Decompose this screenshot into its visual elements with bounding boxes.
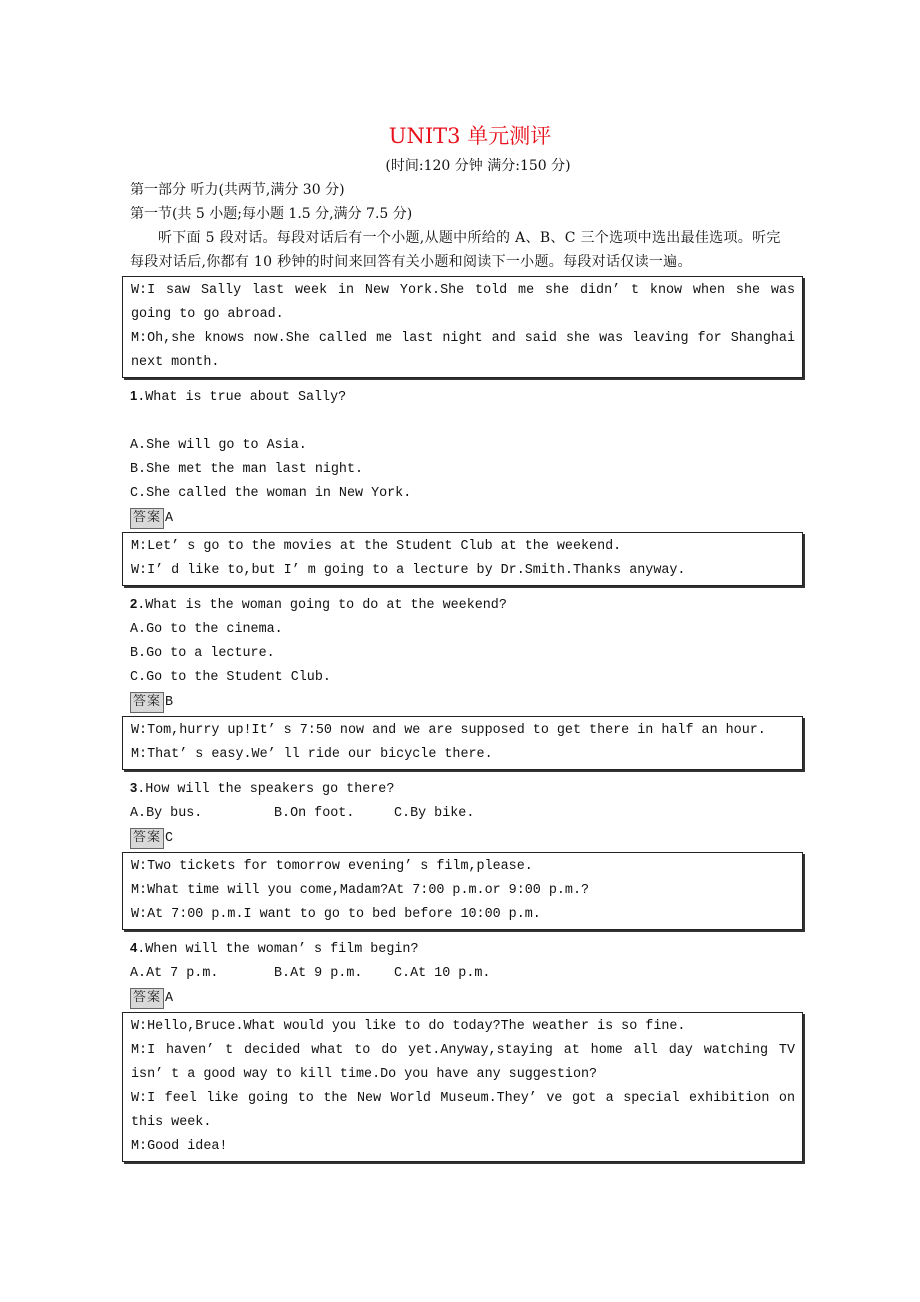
option-c: C.By bike. [394,806,475,821]
question-number: 4 [130,940,138,955]
answer-row-3 [130,826,798,850]
question-text: .How will the speakers go there? [137,782,395,797]
dialog-line: M:That’ s easy.We’ ll ride our bicycle there. [131,747,493,762]
option-b: B.On foot. [274,806,355,821]
dialog-line: W:I feel like going to the New World Museum.They’ ve got a special exhibition on this week. [131,1091,795,1130]
dialog-line: W:Two tickets for tomorrow evening’ s film,please. [131,859,533,874]
option-a: A.She will go to Asia. [130,438,307,453]
question-text: .What is the woman going to do at the weekend? [137,598,507,613]
dialog-line: W:Tom,hurry up!It’ s 7:50 now and we are supposed to get there in half an hour. [131,723,766,738]
option-a: A.At 7 p.m. [130,966,219,981]
options-row [130,802,798,826]
question-4 [130,936,798,962]
answer-row-2 [130,690,798,714]
options-row [130,962,798,986]
dialog-line: W:Hello,Bruce.What would you like to do today?The weather is so fine. [131,1019,686,1034]
dialog-box-4 [122,852,803,930]
dialog-line: W:I’ d like to,but I’ m going to a lecture by Dr.Smith.Thanks anyway. [131,563,686,578]
dialog-line: W:At 7:00 p.m.I want to go to bed before 10:00 p.m. [131,907,541,922]
option-c: C.Go to the Student Club. [130,670,331,685]
dialog-line: M:Let’ s go to the movies at the Student Club at the weekend. [131,539,622,554]
question-text: .When will the woman’ s film begin? [137,942,419,957]
answer-label[interactable]: 答案 [130,988,164,1009]
option-b: B.At 9 p.m. [274,966,363,981]
question-2 [130,592,798,618]
question-1 [130,384,798,410]
answer-row-4 [130,986,798,1010]
question-text: .What is true about Sally? [137,390,347,405]
option-b: B.She met the man last night. [130,462,364,477]
question-number: 2 [130,596,138,611]
exam-time-score: (时间:120 分钟 满分:150 分) [385,158,571,174]
question-3 [130,776,798,802]
answer-row-1 [130,506,798,530]
exam-page [130,122,798,1168]
answer-value: B [165,694,174,710]
option-c: C.At 10 p.m. [394,966,491,981]
dialog-line: M:Oh,she knows now.She called me last night and said she was leaving for Shanghai next month. [131,331,795,370]
option-a: A.By bus. [130,806,203,821]
dialog-box-3 [122,716,803,770]
dialog-box-5 [122,1012,803,1162]
answer-label[interactable]: 答案 [130,828,164,849]
answer-label[interactable]: 答案 [130,508,164,529]
dialog-line: M:I haven’ t decided what to do yet.Anyway,staying at home all day watching TV isn’ t a good way to kill time.Do you have any suggestion? [131,1043,795,1082]
dialog-line: W:I saw Sally last week in New York.She told me she didn’ t know when she was going to go abroad. [131,283,795,322]
answer-value: C [165,830,174,846]
option-c: C.She called the woman in New York. [130,486,412,501]
question-number: 1 [130,388,138,403]
instructions-paragraph: 听下面 5 段对话。每段对话后有一个小题,从题中所给的 A、B、C 三个选项中选出最佳选项。听完每段对话后,你都有 10 秒钟的时间来回答有关小题和阅读下一小题。每段对话仅读一遍。 [130,230,781,270]
dialog-box-2 [122,532,803,586]
answer-value: A [165,990,174,1006]
dialog-line: M:What time will you come,Madam?At 7:00 p.m.or 9:00 p.m.? [131,883,590,898]
spacer [130,410,798,434]
section-heading: 第一节(共 5 小题;每小题 1.5 分,满分 7.5 分) [130,206,413,222]
option-b: B.Go to a lecture. [130,646,275,661]
answer-value: A [165,510,174,526]
question-number: 3 [130,780,138,795]
part-heading: 第一部分 听力(共两节,满分 30 分) [130,182,345,198]
dialog-line: M:Good idea! [131,1139,228,1154]
page-title: UNIT3 单元测评 [388,124,552,148]
dialog-box-1 [122,276,803,378]
option-a: A.Go to the cinema. [130,622,283,637]
answer-label[interactable]: 答案 [130,692,164,713]
